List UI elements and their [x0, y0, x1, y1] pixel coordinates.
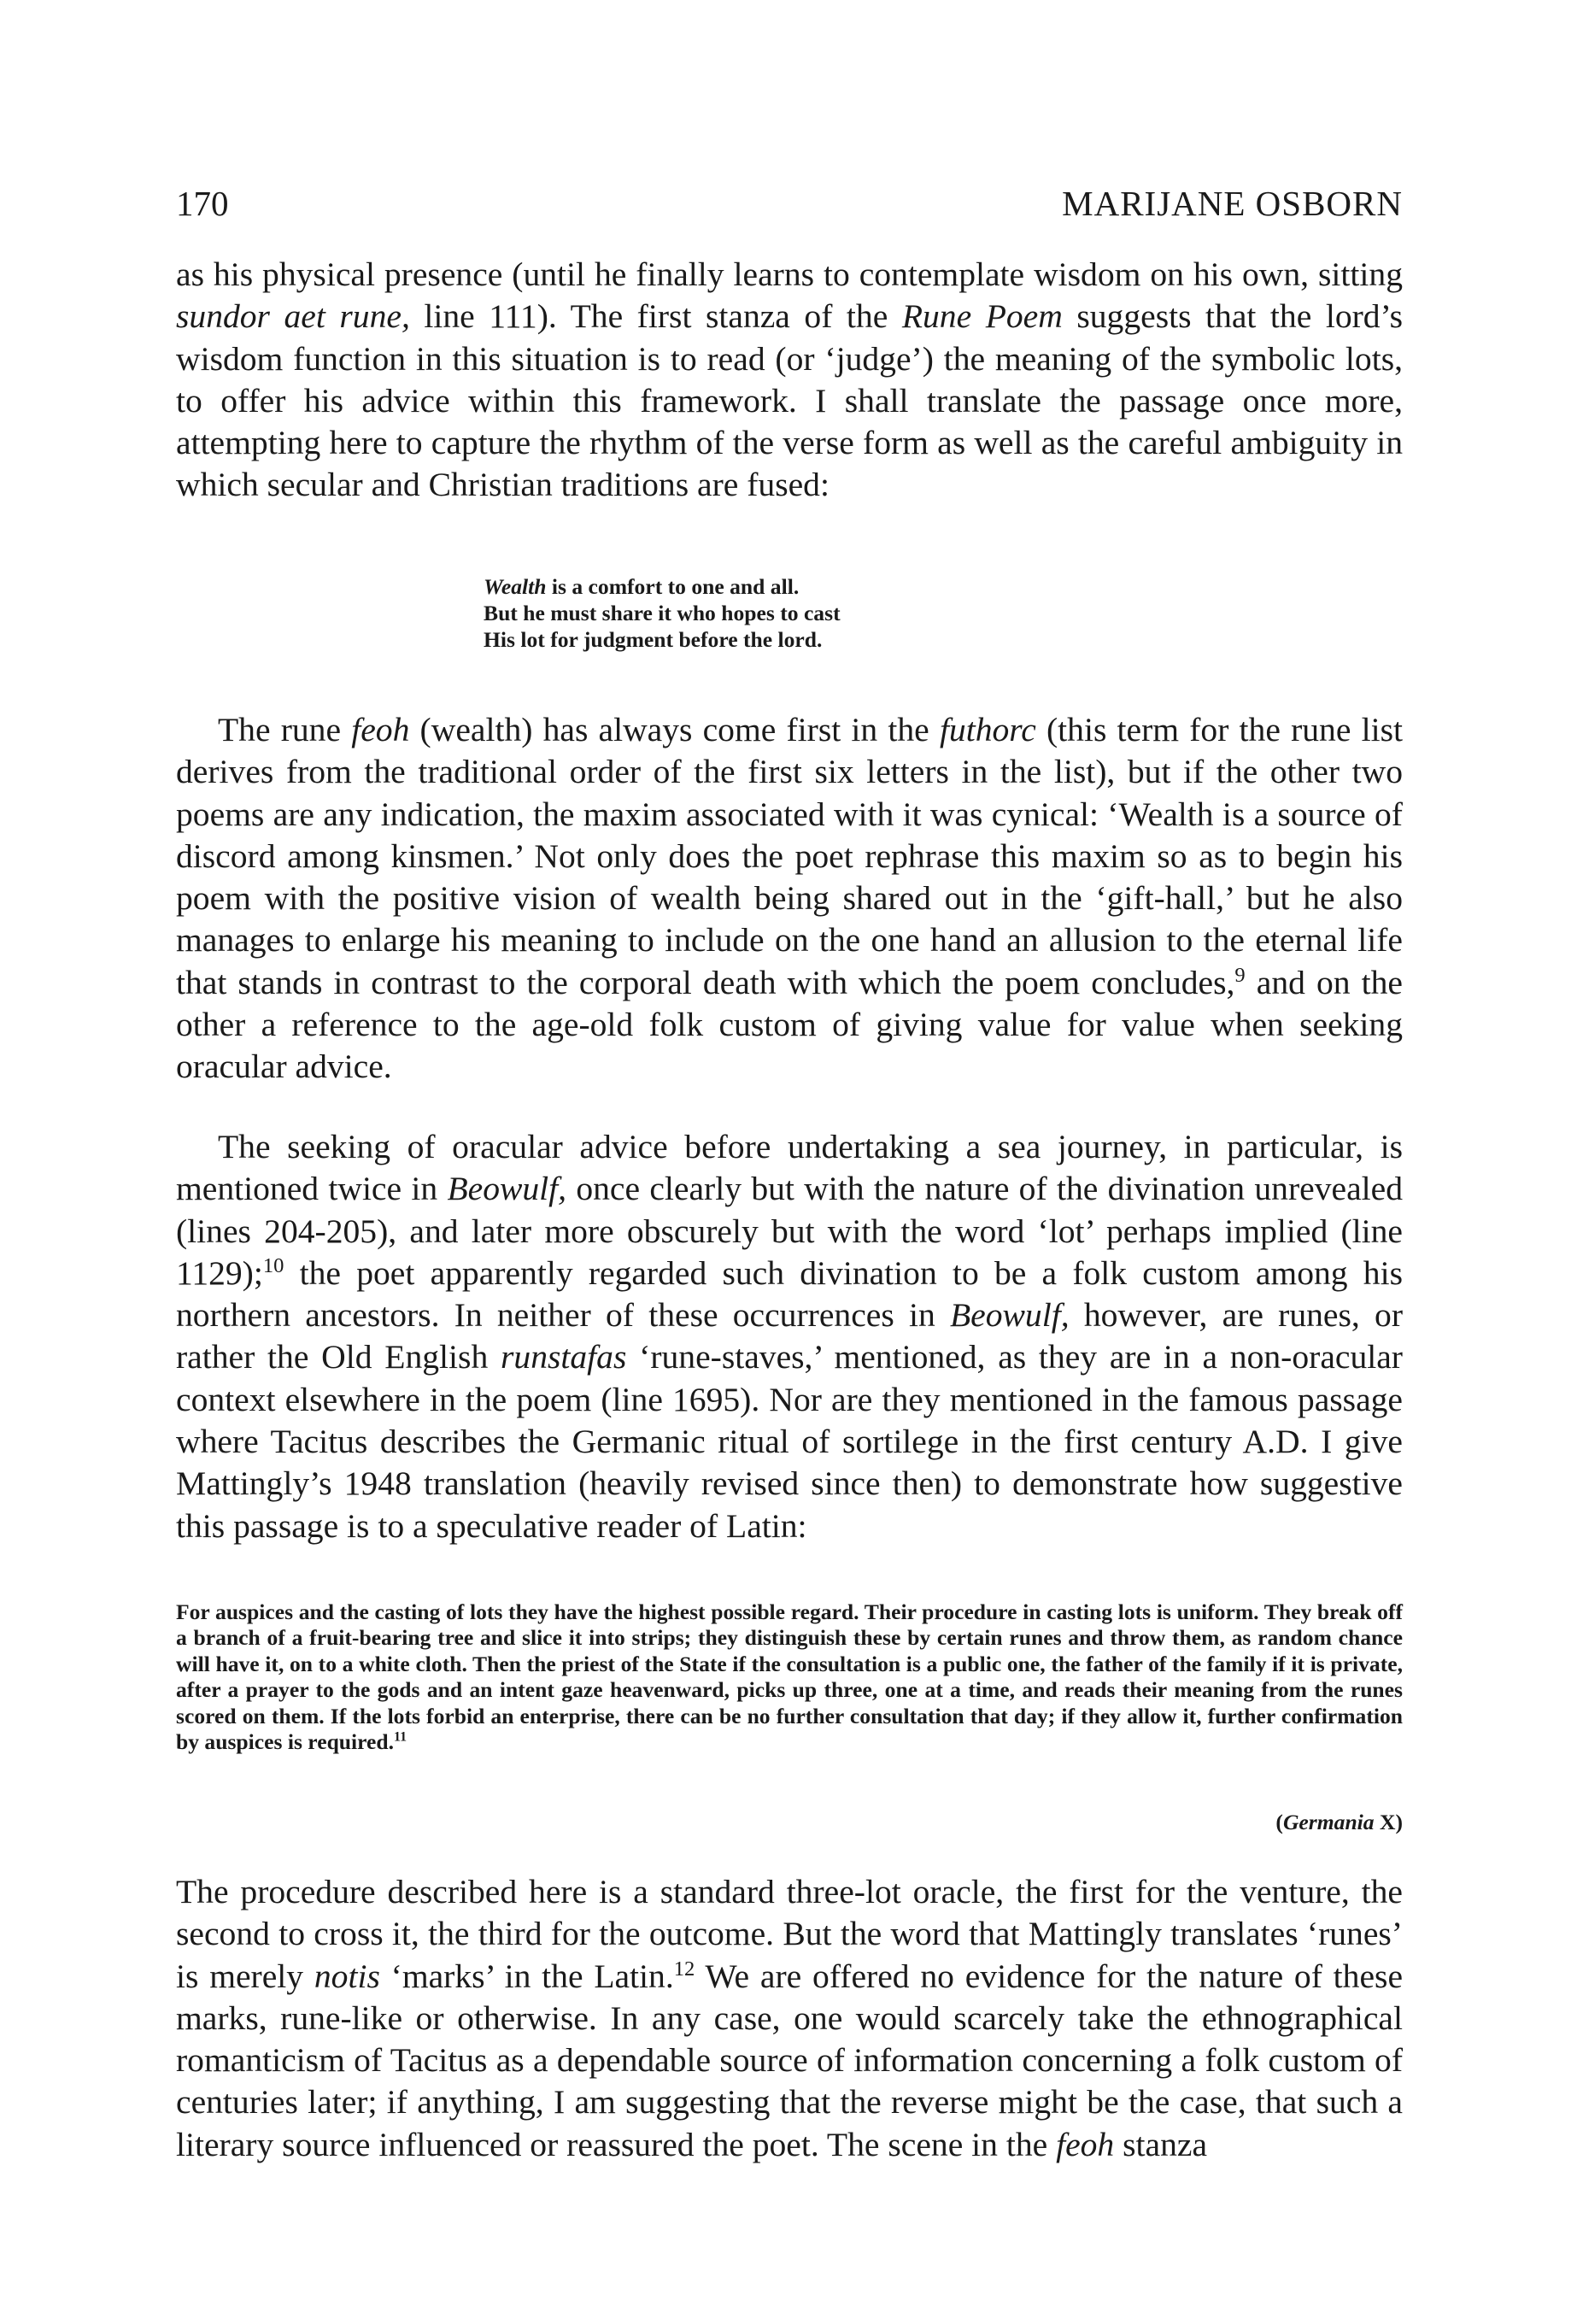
text-run: as his physical presence (until he finally learns to contemplate wisdom on his own, sitting	[176, 255, 1403, 293]
text-run: X)	[1374, 1810, 1403, 1834]
poem-line-2: But he must share it who hopes to cast	[484, 600, 841, 625]
quote-text: For auspices and the casting of lots they have the highest possible regard. Their procedure in casting lots is uniform. They break off a branch of a fruit-bearing tree and slice it into strips; they distinguish these by certain runes and throw them, as random chance will have it, on to a white cloth. Then the priest of the State if the consultation is a public one, the father of the family if it is private, after a prayer to the gods and an intent gaze heavenward, picks up three, one at a time, and reads their meaning from the runes scored on them. If the lots forbid an enterprise, there can be no further consultation that day; if they allow it, further confirmation by auspices is required.	[176, 1599, 1403, 1755]
paragraph-rune-feoh	[176, 709, 1403, 1089]
footnote-ref: 9	[1234, 963, 1246, 987]
italic-title: Germania	[1282, 1810, 1375, 1834]
text-run: We are offered no evidence for the nature of these marks, rune-like or otherwise. In any case, one would scarcely take the ethnographical romanticism of Tacitus as a dependable source of information concerning a folk custom of centuries later; if anything, I am suggesting that the reverse might be the case, that such a literary source influenced or reassured the poet. The scene in the	[176, 1957, 1404, 2163]
italic-title: Beowulf,	[447, 1170, 567, 1208]
page-number: 170	[176, 184, 229, 223]
paragraph-three-lot-oracle	[176, 1871, 1403, 2166]
page-header	[176, 178, 1403, 229]
quote-citation	[1099, 1809, 1403, 1835]
poem-line-3: His lot for judgment before the lord.	[484, 626, 823, 652]
text-run: (wealth) has always come first in the	[409, 711, 940, 748]
text-run: once clearly but with the nature of the divination unrevealed (lines 204-205), and later more obscurely but with the word ‘lot’ perhaps implied (line 1129);	[176, 1170, 1403, 1292]
text-run: however, are runes, or rather the Old English	[176, 1296, 1403, 1376]
text-run: The procedure described here is a standard three-lot oracle, the first for the venture, the second to cross it, the third for the outcome. But the word that Mattingly translates ‘runes’ is merely	[176, 1873, 1403, 1995]
italic-word: feoh	[351, 711, 410, 748]
text-run: The seeking of oracular advice before undertaking a sea journey, in particular, is mentioned twice in	[176, 1128, 1403, 1208]
footnote-ref: 12	[673, 1957, 695, 1981]
text-run: and on the other a reference to the age-old folk custom of giving value for value when seeking oracular advice.	[176, 963, 1403, 1086]
footnote-ref: 11	[394, 1729, 407, 1745]
italic-title: Rune Poem	[901, 297, 1063, 336]
text-run: is a comfort to one and all.	[546, 574, 800, 599]
paragraph-oracular-advice	[176, 1126, 1403, 1547]
poem-translation	[484, 574, 1082, 653]
text-run: the poet apparently regarded such divination to be a folk custom among his northern ancestors. In neither of these occurrences in	[176, 1253, 1403, 1335]
text-run: (	[1275, 1810, 1283, 1834]
italic-phrase: sundor aet rune,	[176, 297, 410, 336]
text-run: suggests that the lord’s wisdom function in this situation is to read (or ‘judge’) the meaning of the symbolic lots, to offer his advice within this framework. I shall translate the passage once more, attempting here to capture the rhythm of the verse form as well as the careful ambiguity in which secular and Christian traditions are fused:	[176, 297, 1403, 504]
italic-word: futhorc	[939, 711, 1036, 748]
italic-title: Beowulf,	[949, 1296, 1070, 1335]
italic-word: Wealth	[484, 574, 547, 599]
poem-line-1	[484, 574, 1082, 601]
italic-word: runstafas	[501, 1338, 627, 1376]
block-quote-tacitus	[176, 1599, 1403, 1755]
text-run: The rune	[218, 711, 352, 748]
text-run: ‘rune-staves,’ mentioned, as they are in a non-oracular context elsewhere in the poem (line 1695). Nor are they mentioned in the famous passage where Tacitus describes the Germanic ritual of sortilege in the first century A.D. I give Mattingly’s 1948 translation (heavily revised since then) to demonstrate how suggestive this passage is to a speculative reader of Latin:	[176, 1338, 1403, 1545]
text-run: line 111). The first stanza of the	[409, 297, 902, 336]
running-head-author: MARIJANE OSBORN	[1062, 184, 1403, 223]
italic-word: feoh	[1056, 2125, 1115, 2163]
text-run: (this term for the rune list derives from the traditional order of the first six letters in the list), but if the other two poems are any indication, the maxim associated with it was cynical: ‘Wealth is a source of discord among kinsmen.’ Not only does the poet rephrase this maxim so as to begin his poem with the positive vision of wealth being shared out in the ‘gift-hall,’ but he also manages to enlarge his meaning to include on the one hand an allusion to the eternal life that stands in contrast to the corporal death with which the poem concludes,	[176, 711, 1403, 1001]
text-run: ‘marks’ in the Latin.	[379, 1957, 674, 1995]
footnote-ref: 10	[262, 1253, 284, 1277]
text-run: stanza	[1114, 2125, 1208, 2163]
paragraph-wisdom-function	[176, 254, 1403, 507]
italic-word: notis	[314, 1957, 380, 1995]
